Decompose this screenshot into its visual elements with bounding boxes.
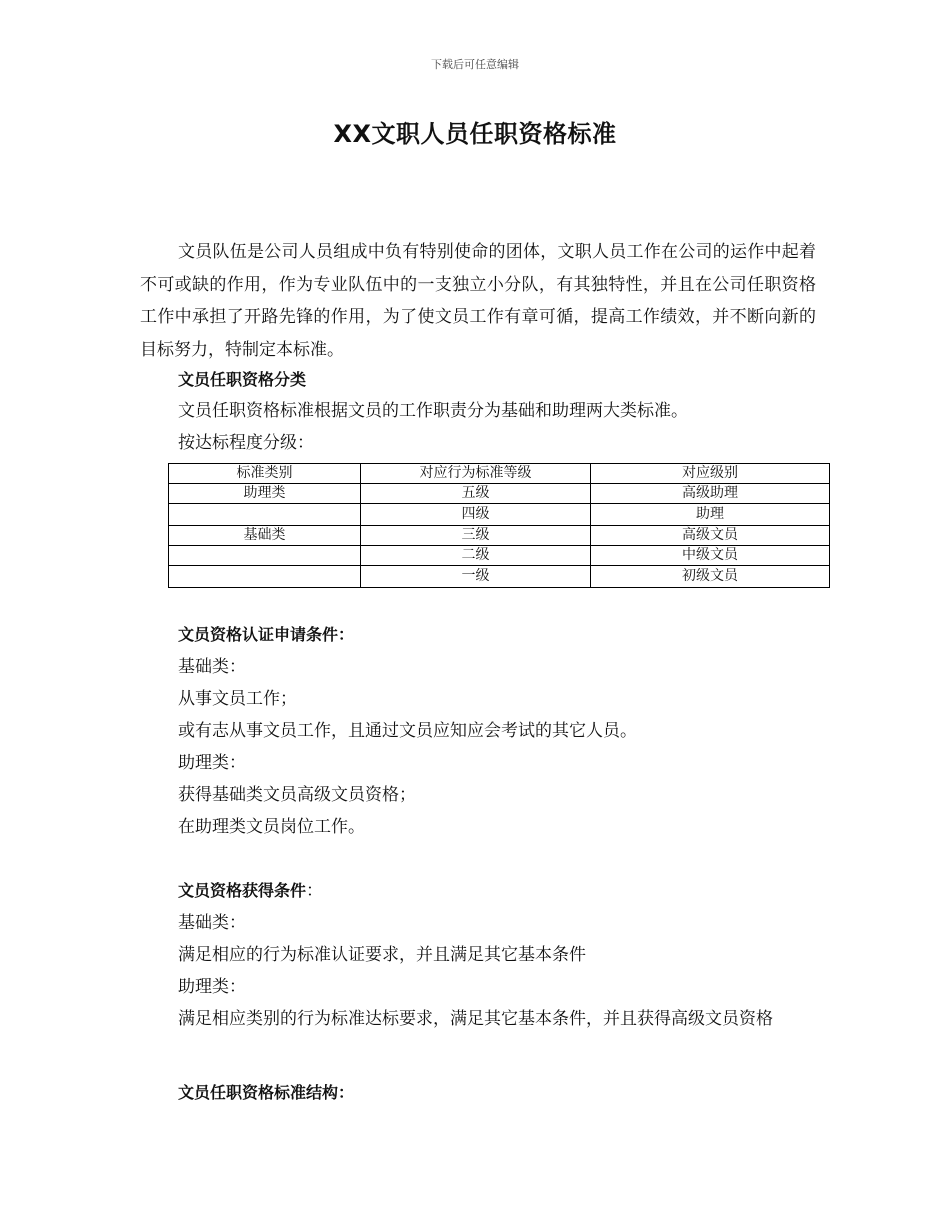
- table-cell: 助理类: [169, 484, 361, 504]
- table-header-cell: 对应级别: [591, 464, 830, 484]
- document-title: XX文职人员任职资格标准: [333, 120, 617, 148]
- obtain-assistant-text: 满足相应类别的行为标准达标要求，满足其它基本条件，并且获得高级文员资格: [178, 1009, 773, 1029]
- table-row: [169, 484, 830, 504]
- obtain-basic-text: 满足相应的行为标准认证要求，并且满足其它基本条件: [178, 945, 586, 965]
- application-assistant-item: 获得基础类文员高级文员资格；: [178, 785, 416, 805]
- table-row: [169, 546, 830, 566]
- table-cell: [169, 546, 361, 566]
- table-cell: 中级文员: [591, 546, 830, 566]
- table-cell: 五级: [361, 484, 591, 504]
- table-cell: [169, 566, 361, 588]
- application-heading: 文员资格认证申请条件：: [178, 625, 355, 644]
- table-cell: 基础类: [169, 526, 361, 546]
- obtain-basic-label: 基础类：: [178, 913, 246, 933]
- table-cell: 助理: [591, 504, 830, 526]
- table-cell: 二级: [361, 546, 591, 566]
- classification-text: 文员任职资格标准根据文员的工作职责分为基础和助理两大类标准。: [178, 401, 688, 421]
- table-cell: 四级: [361, 504, 591, 526]
- table-cell: 一级: [361, 566, 591, 588]
- application-basic-item: 或有志从事文员工作，且通过文员应知应会考试的其它人员。: [178, 721, 637, 741]
- table-header-cell: 标准类别: [169, 464, 361, 484]
- classification-heading: 文员任职资格分类: [178, 370, 307, 389]
- application-assistant-item: 在助理类文员岗位工作。: [178, 817, 365, 837]
- table-cell: 高级文员: [591, 526, 830, 546]
- obtain-assistant-label: 助理类：: [178, 977, 246, 997]
- obtain-heading: [178, 879, 323, 903]
- grading-intro: 按达标程度分级：: [178, 433, 314, 453]
- obtain-heading-colon: ：: [306, 881, 324, 901]
- application-basic-label: 基础类：: [178, 657, 246, 677]
- table-cell: 三级: [361, 526, 591, 546]
- table-row: [169, 526, 830, 546]
- table-header-row: [169, 464, 830, 484]
- obtain-heading-text: 文员资格获得条件: [178, 881, 307, 900]
- table-row: [169, 566, 830, 588]
- application-basic-item: 从事文员工作；: [178, 689, 297, 709]
- application-assistant-label: 助理类：: [178, 753, 246, 773]
- table-cell: [169, 504, 361, 526]
- intro-paragraph: 文员队伍是公司人员组成中负有特别使命的团体，文职人员工作在公司的运作中起着不可或缺的作用，作为专业队伍中的一支独立小分队，有其独特性，并且在公司任职资格工作中承担了开路先锋的作用，为了使文员工作有章可循，提高工作绩效，并不断向新的目标努力，特制定本标准。: [140, 242, 816, 360]
- table-cell: 高级助理: [591, 484, 830, 504]
- structure-heading: 文员任职资格标准结构：: [178, 1083, 355, 1102]
- header-note: 下载后可任意编辑: [431, 58, 519, 71]
- table-header-cell: 对应行为标准等级: [361, 464, 591, 484]
- table-cell: 初级文员: [591, 566, 830, 588]
- grade-table: [168, 463, 830, 588]
- table-row: [169, 504, 830, 526]
